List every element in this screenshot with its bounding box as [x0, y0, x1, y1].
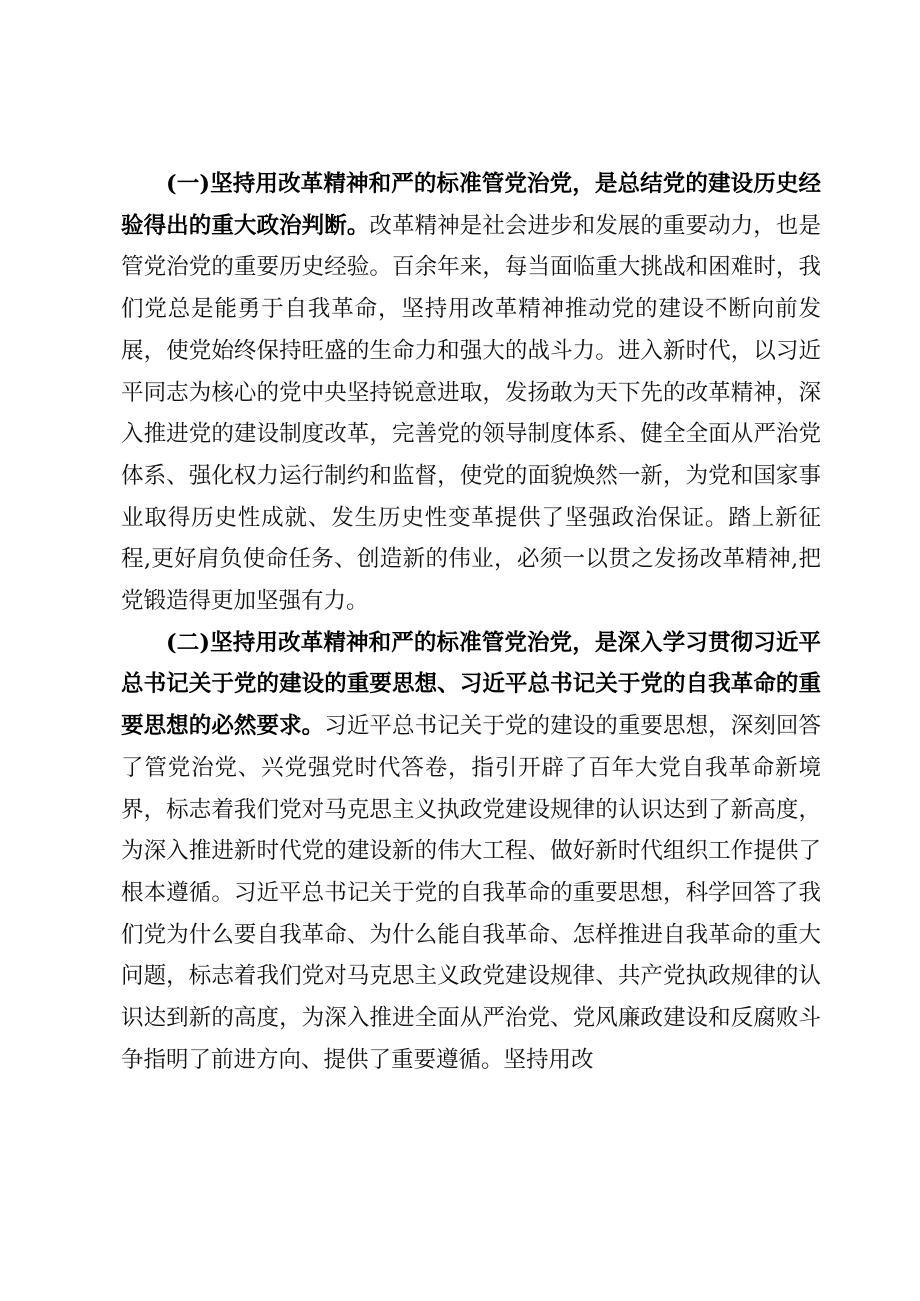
paragraph-2-lead: (二)坚持用改革精神和严的标准管党治党，是深入学习贯彻习近平总书记关于党的建设的重要思想、习近平总书记关于党的自我革命的重要思想的必然要求。 — [121, 629, 821, 740]
paragraph-2 — [121, 623, 821, 1082]
paragraph-1-lead: (一)坚持用改革精神和严的标准管党治党，是总结党的建设历史经验得出的重大政治判断。 — [121, 171, 821, 239]
document-body — [121, 164, 821, 1081]
paragraph-1 — [121, 164, 821, 623]
paragraph-2-body: 习近平总书记关于党的建设的重要思想，深刻回答了管党治党、兴党强党时代答卷，指引开辟了百年大党自我革命新境界，标志着我们党对马克思主义执政党建设规律的认识达到了新高度，为深入推进新时代党的建设新的伟大工程、做好新时代组织工作提供了根本遵循。习近平总书记关于党的自我革命的重要思想，科学回答了我们党为什么要自我革命、为什么能自我革命、怎样推进自我革命的重大问题，标志着我们党对马克思主义政党建设规律、共产党执政规律的认识达到新的高度，为深入推进全面从严治党、党风廉政建设和反腐败斗争指明了前进方向、提供了重要遵循。坚持用改 — [121, 713, 821, 1073]
paragraph-1-body: 改革精神是社会进步和发展的重要动力，也是管党治党的重要历史经验。百余年来，每当面临重大挑战和困难时，我们党总是能勇于自我革命，坚持用改革精神推动党的建设不断向前发展，使党始终保持旺盛的生命力和强大的战斗力。进入新时代，以习近平同志为核心的党中央坚持锐意进取，发扬敢为天下先的改革精神，深入推进党的建设制度改革，完善党的领导制度体系、健全全面从严治党体系、强化权力运行制约和监督，使党的面貌焕然一新，为党和国家事业取得历史性成就、发生历史性变革提供了坚强政治保证。踏上新征程,更好肩负使命任务、创造新的伟业，必须一以贯之发扬改革精神,把党锻造得更加坚强有力。 — [121, 212, 821, 615]
